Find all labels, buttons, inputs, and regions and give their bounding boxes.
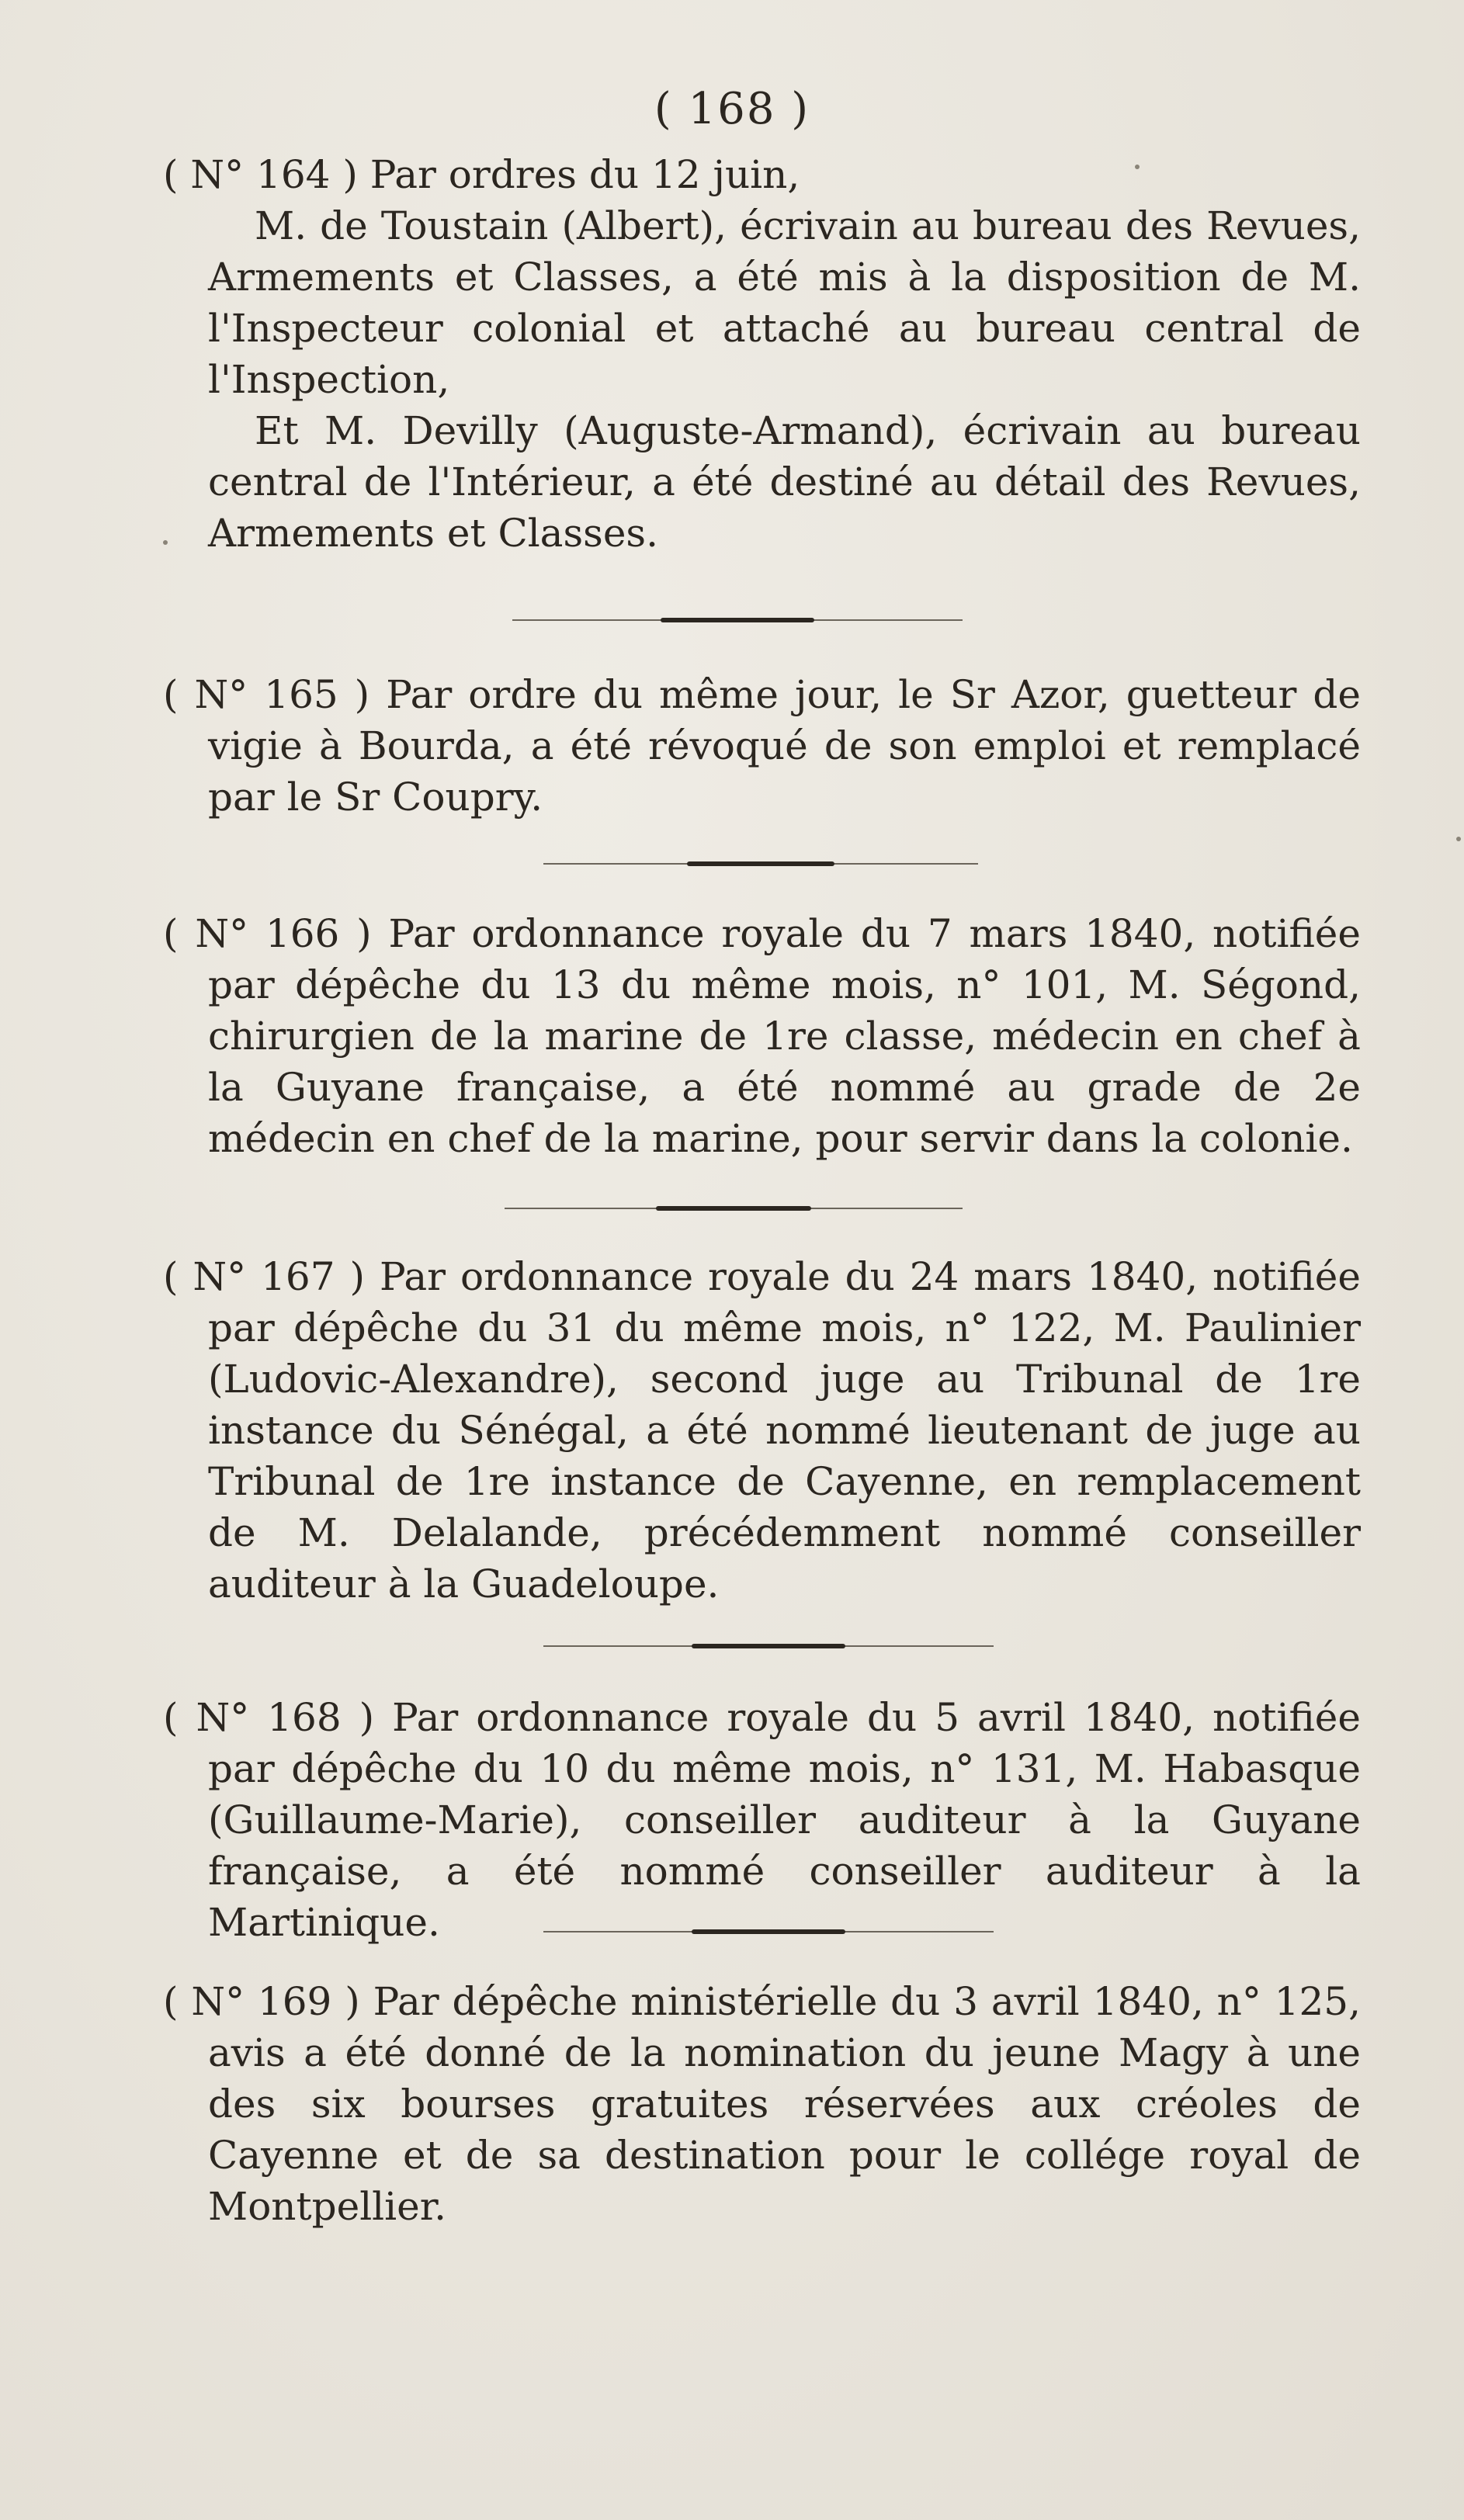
entry-165 bbox=[163, 669, 1361, 823]
entry-paragraph: Et M. Devilly (Auguste-Armand), écrivain au bureau central de l'Intérieur, a été destiné au détail des Revues, Armements et Classes. bbox=[208, 408, 1361, 556]
entry-text: Par ordonnance royale du 5 avril 1840, notifiée par dépêche du 10 du même mois, n° 131, M. Habasque (Guillaume-Marie), conseiller auditeur à la Guyane française, a été nommé conseiller auditeur à la Martinique. bbox=[208, 1695, 1361, 1945]
paper-speck bbox=[163, 540, 168, 545]
entry-number: ( N° 164 ) bbox=[163, 152, 358, 197]
entry-number: ( N° 166 ) bbox=[163, 911, 372, 956]
entry-168 bbox=[163, 1692, 1361, 1948]
entry-text: Par ordre du même jour, le Sr Azor, guetteur de vigie à Bourda, a été révoqué de son emploi et remplacé par le Sr Coupry. bbox=[208, 672, 1361, 820]
entry-text: Par dépêche ministérielle du 3 avril 1840, n° 125, avis a été donné de la nomination du jeune Magy à une des six bourses gratuites réservées aux créoles de Cayenne et de sa destination pour le collége royal de Montpellier. bbox=[208, 1979, 1361, 2229]
entry-text: Par ordonnance royale du 7 mars 1840, notifiée par dépêche du 13 du même mois, n° 101, M. Ségond, chirurgien de la marine de 1re classe, médecin en chef à la Guyane française, a été nommé au grade de 2e médecin en chef de la marine, pour servir dans la colonie. bbox=[208, 911, 1361, 1161]
entry-number: ( N° 168 ) bbox=[163, 1695, 375, 1740]
entry-paragraph: M. de Toustain (Albert), écrivain au bureau des Revues, Armements et Classes, a été mis à la disposition de M. l'Inspecteur colonial et attaché au bureau central de l'Inspection, bbox=[208, 203, 1361, 402]
entry-164 bbox=[163, 149, 1361, 559]
separator-rule bbox=[543, 858, 978, 869]
entry-number: ( N° 167 ) bbox=[163, 1254, 365, 1299]
entry-number: ( N° 165 ) bbox=[163, 672, 370, 717]
paper-speck bbox=[1456, 837, 1461, 841]
entry-text: Par ordonnance royale du 24 mars 1840, notifiée par dépêche du 31 du même mois, n° 122, M. Paulinier (Ludovic-Alexandre), second juge au Tribunal de 1re instance du Sénégal, a été nommé lieutenant de juge au Tribunal de 1re instance de Cayenne, en remplacement de M. Delalande, précédemment nommé conseiller auditeur à la Guadeloupe. bbox=[208, 1254, 1361, 1607]
page-number: ( 168 ) bbox=[654, 84, 810, 134]
separator-rule bbox=[505, 1203, 963, 1214]
entry-text: Par ordres du 12 juin, bbox=[369, 152, 800, 197]
entry-166 bbox=[163, 908, 1361, 1164]
separator-rule bbox=[512, 615, 963, 626]
separator-rule bbox=[543, 1926, 994, 1937]
separator-rule bbox=[543, 1641, 994, 1652]
entry-167 bbox=[163, 1251, 1361, 1610]
paper-speck bbox=[1135, 165, 1140, 169]
entry-number: ( N° 169 ) bbox=[163, 1979, 360, 2024]
entry-169 bbox=[163, 1976, 1361, 2232]
